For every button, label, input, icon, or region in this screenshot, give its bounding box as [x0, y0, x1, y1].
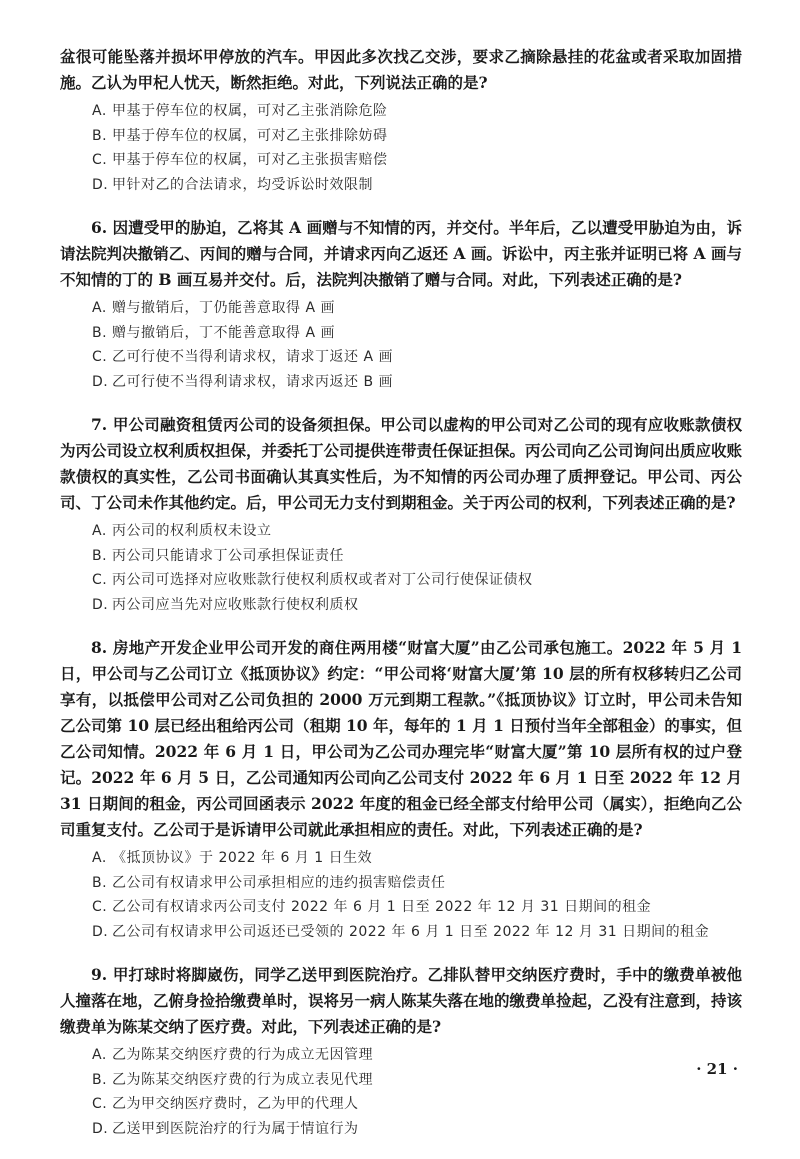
- option-text: 甲针对乙的合法请求，均受诉讼时效限制: [112, 176, 373, 193]
- option-letter: D.: [92, 1120, 109, 1137]
- option-letter: B.: [92, 874, 108, 891]
- option-letter: C.: [92, 572, 108, 588]
- option-text: 赠与撤销后，丁不能善意取得 A 画: [112, 324, 335, 341]
- option-text: 《抵顶协议》于 2022 年 6 月 1 日生效: [112, 850, 373, 866]
- question-options: [60, 519, 742, 617]
- option-text: 丙公司只能请求丁公司承担保证责任: [112, 547, 344, 564]
- option-text: 甲基于停车位的权属，可对乙主张损害赔偿: [112, 152, 388, 168]
- option-b: [60, 124, 742, 149]
- option-c: [60, 148, 742, 173]
- option-text: 乙为陈某交纳医疗费的行为成立表见代理: [112, 1071, 373, 1088]
- option-letter: C.: [92, 1096, 108, 1112]
- question-9: [60, 962, 742, 1141]
- option-letter: A.: [92, 300, 107, 316]
- option-c: [60, 895, 742, 920]
- option-text: 乙公司有权请求丙公司支付 2022 年 6 月 1 日至 2022 年 12 月 31 日期间的租金: [112, 899, 652, 915]
- question-7: [60, 412, 742, 617]
- option-text: 甲基于停车位的权属，可对乙主张消除危险: [112, 103, 388, 119]
- continued-question-options: [60, 99, 742, 197]
- option-text: 丙公司可选择对应收账款行使权利质权或者对丁公司行使保证债权: [112, 572, 533, 588]
- option-text: 乙可行使不当得利请求权，请求丙返还 B 画: [112, 373, 394, 390]
- option-text: 乙公司有权请求甲公司承担相应的违约损害赔偿责任: [112, 874, 446, 891]
- option-letter: A.: [92, 1047, 107, 1063]
- question-options: [60, 296, 742, 394]
- page-number: · 21 ·: [696, 1060, 738, 1078]
- question-stem: 9. 甲打球时将脚崴伤，同学乙送甲到医院治疗。乙排队替甲交纳医疗费时，手中的缴费单被他人撞落在地，乙俯身捡拾缴费单时，误将另一病人陈某失落在地的缴费单捡起，乙没有注意到，持该缴费单为陈某交纳了医疗费。对此，下列表述正确的是?: [60, 965, 743, 1036]
- question-8: [60, 635, 742, 944]
- option-letter: D.: [92, 373, 109, 390]
- option-text: 乙送甲到医院治疗的行为属于情谊行为: [112, 1120, 359, 1137]
- option-letter: C.: [92, 899, 108, 915]
- option-b: [60, 871, 742, 896]
- option-letter: C.: [92, 349, 108, 365]
- option-c: [60, 345, 742, 370]
- option-a: [60, 1043, 742, 1068]
- option-c: [60, 1092, 742, 1117]
- option-letter: C.: [92, 152, 108, 168]
- option-text: 乙可行使不当得利请求权，请求丁返还 A 画: [112, 349, 393, 365]
- question-stem: 8. 房地产开发企业甲公司开发的商住两用楼“财富大厦”由乙公司承包施工。2022 年 5 月 1 日，甲公司与乙公司订立《抵顶协议》约定：“甲公司将‘财富大厦’第 10 层的所有权移转归乙公司享有，以抵偿甲公司对乙公司负担的 2000 万元到期工程款。”《抵顶协议》订立时，甲公司未告知乙公司第 10 层已经出租给丙公司（租期 10 年，每年的 1 月 1 日预付当年全部租金）的事实，但乙公司知情。2022 年 6 月 1 日，甲公司为乙公司办理完毕“财富大厦”第 10 层所有权的过户登记。2022 年 6 月 5 日，乙公司通知丙公司向乙公司支付 2022 年 6 月 1 日至 2022 年 12 月 31 日期间的租金，丙公司回函表示 2022 年度的租金已经全部支付给甲公司（属实），拒绝向乙公司重复支付。乙公司于是诉请甲公司就此承担相应的责任。对此，下列表述正确的是?: [60, 638, 742, 839]
- option-b: [60, 321, 742, 346]
- option-d: [60, 593, 742, 618]
- option-c: [60, 568, 742, 593]
- option-letter: D.: [92, 596, 109, 613]
- option-d: [60, 1117, 742, 1142]
- option-b: [60, 1068, 742, 1093]
- option-b: [60, 544, 742, 569]
- question-options: [60, 846, 742, 944]
- option-text: 甲基于停车位的权属，可对乙主张排除妨碍: [112, 127, 388, 144]
- option-a: [60, 519, 742, 544]
- question-stem: 6. 因遭受甲的胁迫，乙将其 A 画赠与不知情的丙，并交付。半年后，乙以遭受甲胁迫为由，诉请法院判决撤销乙、丙间的赠与合同，并请求丙向乙返还 A 画。诉讼中，丙主张并证明已将 A 画与不知情的丁的 B 画互易并交付。后，法院判决撤销了赠与合同。对此，下列表述正确的是?: [60, 218, 742, 289]
- option-letter: D.: [92, 176, 109, 193]
- option-a: [60, 846, 742, 871]
- option-letter: B.: [92, 324, 108, 341]
- option-letter: B.: [92, 547, 108, 564]
- option-text: 赠与撤销后，丁仍能善意取得 A 画: [112, 300, 335, 316]
- option-letter: A.: [92, 103, 107, 119]
- document-page: [60, 44, 742, 1159]
- question-options: [60, 1043, 742, 1141]
- option-letter: B.: [92, 1071, 108, 1088]
- option-a: [60, 99, 742, 124]
- option-letter: B.: [92, 127, 108, 144]
- option-letter: D.: [92, 923, 109, 940]
- option-letter: A.: [92, 850, 107, 866]
- option-text: 乙为陈某交纳医疗费的行为成立无因管理: [112, 1047, 373, 1063]
- option-d: [60, 173, 742, 198]
- option-d: [60, 920, 742, 945]
- option-letter: A.: [92, 523, 107, 539]
- question-stem: 7. 甲公司融资租赁丙公司的设备须担保。甲公司以虚构的甲公司对乙公司的现有应收账款债权为丙公司设立权利质权担保，并委托丁公司提供连带责任保证担保。丙公司向乙公司询问出质应收账款债权的真实性，乙公司书面确认其真实性后，为不知情的丙公司办理了质押登记。甲公司、丙公司、丁公司未作其他约定。后，甲公司无力支付到期租金。关于丙公司的权利，下列表述正确的是?: [60, 415, 743, 512]
- option-text: 乙公司有权请求甲公司返还已受领的 2022 年 6 月 1 日至 2022 年 12 月 31 日期间的租金: [112, 923, 710, 940]
- continued-question-stem: 盆很可能坠落并损坏甲停放的汽车。甲因此多次找乙交涉，要求乙摘除悬挂的花盆或者采取加固措施。乙认为甲杞人忧天，断然拒绝。对此，下列说法正确的是?: [60, 47, 742, 92]
- option-text: 丙公司应当先对应收账款行使权利质权: [112, 596, 359, 613]
- option-text: 乙为甲交纳医疗费时，乙为甲的代理人: [112, 1096, 359, 1112]
- option-text: 丙公司的权利质权未设立: [112, 523, 272, 539]
- option-a: [60, 296, 742, 321]
- question-6: [60, 215, 742, 394]
- option-d: [60, 370, 742, 395]
